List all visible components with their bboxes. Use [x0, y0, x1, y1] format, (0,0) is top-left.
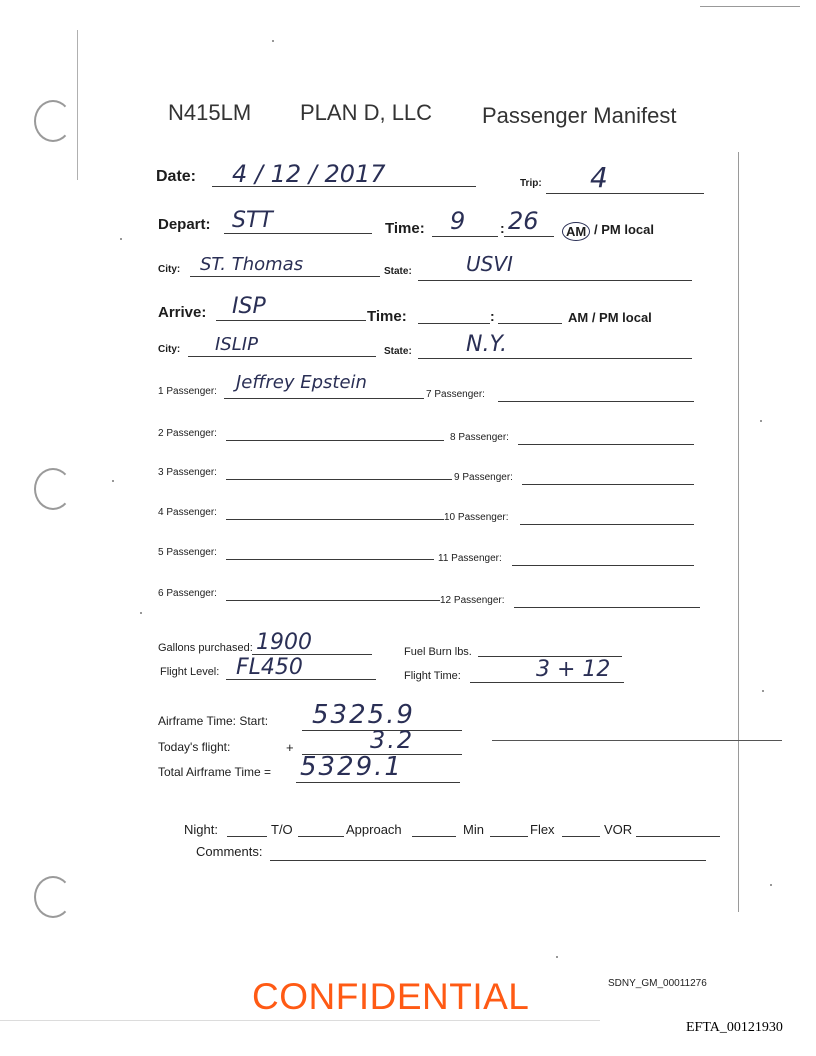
passenger-line-7 — [498, 401, 694, 402]
scan-edge-left — [77, 30, 78, 180]
passenger-line-12 — [514, 607, 700, 608]
arrive-line — [216, 320, 366, 321]
passenger-line-2 — [226, 440, 444, 441]
arrive-value: ISP — [232, 294, 266, 319]
total-airframe-label: Total Airframe Time = — [158, 765, 272, 779]
scan-speck — [272, 40, 274, 42]
trip-line — [546, 193, 704, 194]
date-label: Date: — [156, 168, 197, 185]
arrive-label: Arrive: — [158, 304, 207, 321]
passenger-line-6 — [226, 600, 440, 601]
depart-city-value: ST. Thomas — [200, 254, 304, 275]
total-airframe-line — [296, 782, 460, 783]
passenger-label-1: 1 Passenger: — [158, 386, 217, 397]
gallons-value: 1900 — [256, 630, 312, 655]
depart-am-circled: AM — [562, 222, 590, 241]
tail-number: N415LM — [168, 100, 252, 125]
flight-level-value: FL450 — [236, 655, 303, 680]
punch-hole-middle — [34, 468, 72, 510]
passenger-label-12: 12 Passenger: — [440, 595, 505, 606]
comments-label: Comments: — [196, 844, 263, 859]
today-flight-label: Today's flight: — [158, 740, 231, 754]
passenger-line-5 — [226, 559, 434, 560]
passenger-label-5: 5 Passenger: — [158, 547, 217, 558]
depart-hour-line — [432, 236, 498, 237]
passenger-label-10: 10 Passenger: — [444, 512, 509, 523]
night-line — [227, 836, 267, 837]
depart-minute: 26 — [508, 207, 539, 235]
passenger-line-8 — [518, 444, 694, 445]
depart-line — [224, 233, 372, 234]
punch-hole-bottom — [34, 876, 72, 918]
takeoff-label: T/O — [271, 822, 293, 837]
arrive-time-label: Time: — [367, 308, 407, 325]
arrive-colon: : — [490, 308, 495, 324]
scan-line-right — [492, 740, 782, 741]
depart-state-line — [418, 280, 692, 281]
flight-level-line — [226, 679, 376, 680]
approach-line — [412, 836, 456, 837]
vor-line — [636, 836, 720, 837]
passenger-label-9: 9 Passenger: — [454, 472, 513, 483]
flex-line — [562, 836, 600, 837]
passenger-line-9 — [522, 484, 694, 485]
arrive-ampm-label: AM / PM local — [568, 310, 652, 325]
footer-rule — [0, 1020, 600, 1021]
passenger-label-4: 4 Passenger: — [158, 507, 217, 518]
depart-ampm-label: / PM local — [594, 222, 654, 237]
efta-number: EFTA_00121930 — [686, 1020, 783, 1035]
scan-speck — [112, 480, 114, 482]
passenger-line-1 — [224, 398, 424, 399]
depart-hour: 9 — [450, 207, 466, 235]
flight-time-value: 3 + 12 — [536, 657, 611, 682]
depart-minute-line — [504, 236, 554, 237]
passenger-label-2: 2 Passenger: — [158, 428, 217, 439]
scan-edge-right — [738, 152, 739, 912]
depart-label: Depart: — [158, 216, 211, 233]
confidential-stamp: CONFIDENTIAL — [252, 976, 530, 1017]
scan-speck — [760, 420, 762, 422]
arrive-hour-line — [418, 323, 490, 324]
passenger-line-11 — [512, 565, 694, 566]
arrive-city-label: City: — [158, 344, 181, 355]
arrive-state-line — [418, 358, 692, 359]
total-airframe-value: 5329.1 — [300, 752, 403, 782]
arrive-minute-line — [498, 323, 562, 324]
trip-value: 4 — [590, 161, 608, 194]
passenger-line-10 — [520, 524, 694, 525]
takeoff-line — [298, 836, 344, 837]
depart-city-label: City: — [158, 264, 181, 275]
scan-speck — [770, 884, 772, 886]
scan-edge-top — [700, 6, 800, 7]
passenger-line-4 — [226, 519, 444, 520]
depart-value: STT — [232, 208, 273, 233]
airframe-start-label: Airframe Time: Start: — [158, 714, 269, 728]
min-label: Min — [463, 822, 484, 837]
trip-label: Trip: — [520, 178, 542, 189]
passenger-label-3: 3 Passenger: — [158, 467, 217, 478]
today-flight-value: 3.2 — [370, 726, 415, 754]
passenger-line-3 — [226, 479, 452, 480]
scan-speck — [120, 238, 122, 240]
night-label: Night: — [184, 822, 218, 837]
passenger-label-6: 6 Passenger: — [158, 588, 217, 599]
gallons-label: Gallons purchased: — [158, 642, 253, 654]
passenger-label-11: 11 Passenger: — [438, 553, 502, 564]
fuel-burn-label: Fuel Burn lbs. — [404, 646, 472, 658]
vor-label: VOR — [604, 822, 633, 837]
date-value: 4 / 12 / 2017 — [232, 160, 386, 188]
company-name: PLAN D, LLC — [300, 100, 433, 125]
passenger-name-1: Jeffrey Epstein — [236, 372, 367, 393]
depart-city-line — [190, 276, 380, 277]
today-flight-plus: + — [286, 740, 294, 755]
document-title: Passenger Manifest — [482, 103, 677, 128]
arrive-city-line — [188, 356, 376, 357]
scan-speck — [762, 690, 764, 692]
passenger-label-8: 8 Passenger: — [450, 432, 509, 443]
approach-label: Approach — [346, 822, 402, 837]
arrive-state-label: State: — [384, 346, 412, 357]
scan-speck — [556, 956, 558, 958]
passenger-label-7: 7 Passenger: — [426, 389, 485, 400]
depart-time-label: Time: — [385, 220, 425, 237]
date-line — [212, 186, 476, 187]
arrive-city-value: ISLIP — [215, 334, 258, 355]
airframe-start-value: 5325.9 — [312, 700, 415, 730]
bates-number: SDNY_GM_00011276 — [608, 978, 707, 989]
depart-state-value: USVI — [466, 252, 513, 276]
flex-label: Flex — [530, 822, 555, 837]
flight-time-label: Flight Time: — [404, 670, 461, 682]
punch-hole-top — [34, 100, 72, 142]
flight-time-line — [470, 682, 624, 683]
flight-level-label: Flight Level: — [160, 666, 220, 678]
min-line — [490, 836, 528, 837]
comments-line — [270, 860, 706, 861]
arrive-state-value: N.Y. — [466, 332, 508, 357]
scan-speck — [140, 612, 142, 614]
depart-state-label: State: — [384, 266, 412, 277]
depart-colon: : — [500, 220, 505, 236]
